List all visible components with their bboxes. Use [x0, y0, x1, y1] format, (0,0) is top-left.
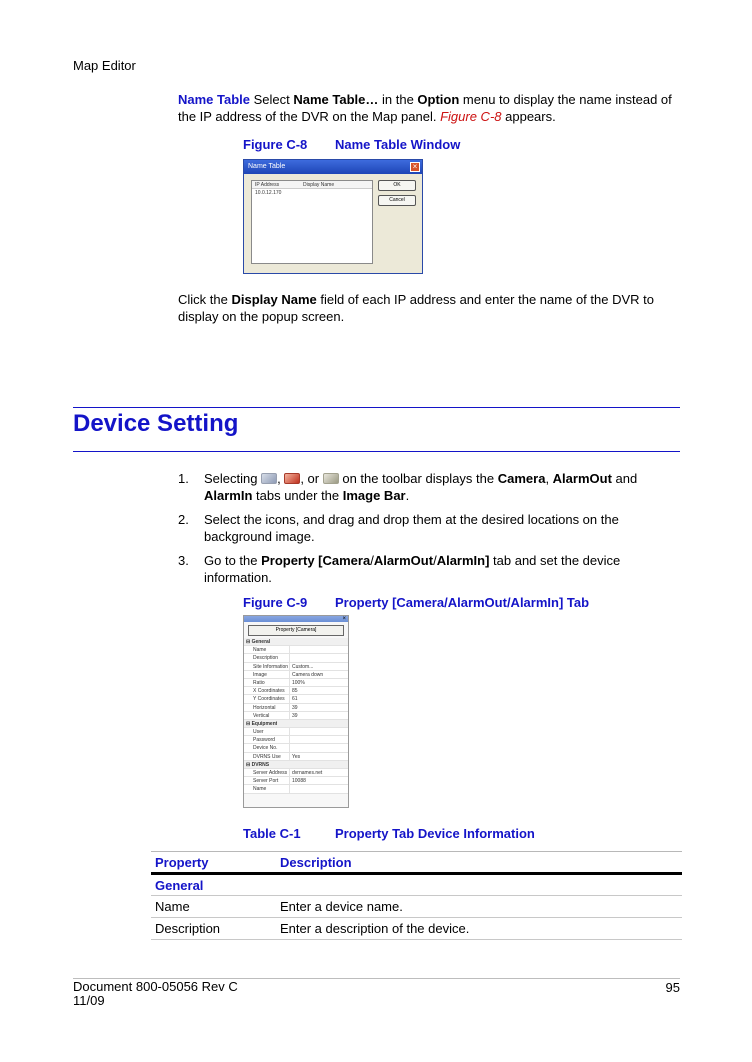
property-row[interactable] — [244, 777, 348, 785]
property-value[interactable]: 85 — [292, 688, 298, 695]
property-value[interactable]: 100% — [292, 679, 305, 686]
list-item[interactable] — [252, 189, 372, 197]
name-table-list — [251, 180, 373, 264]
step-number: 3. — [178, 553, 189, 568]
table-row — [151, 896, 682, 918]
text: in the — [378, 92, 418, 107]
property-key: Y Coordinates — [244, 695, 290, 702]
text-bold: AlarmIn — [204, 488, 253, 503]
property-row[interactable] — [244, 744, 348, 752]
property-key: X Coordinates — [244, 687, 290, 694]
document-date: 11/09 — [73, 993, 105, 1008]
text: field of each IP address and enter the name of the DVR to display on the popup screen. — [178, 292, 654, 324]
step-text — [204, 470, 683, 504]
text-bold: Camera — [497, 471, 546, 486]
property-value[interactable] — [290, 785, 348, 792]
figure-reference-link[interactable]: Figure C-8 — [440, 109, 502, 124]
text-bold: AlarmOut — [373, 553, 434, 568]
property-table — [151, 851, 682, 940]
step-number: 2. — [178, 512, 189, 527]
property-key: ⊟ DVRNS — [246, 761, 270, 768]
list-item — [178, 511, 683, 545]
property-key: ⊟ Equipment — [246, 720, 278, 727]
property-row[interactable] — [244, 663, 348, 671]
table-row — [151, 874, 682, 896]
property-value[interactable] — [290, 646, 348, 653]
display-name-paragraph — [178, 291, 683, 325]
property-row[interactable] — [244, 728, 348, 736]
text: appears. — [501, 109, 556, 124]
property-row[interactable] — [244, 769, 348, 777]
property-category[interactable] — [244, 761, 348, 769]
property-value[interactable]: Yes — [292, 753, 301, 760]
property-key: Device No. — [244, 744, 290, 751]
property-row[interactable] — [244, 646, 348, 654]
text-bold: Image Bar — [342, 488, 406, 503]
figure-c8-caption — [243, 137, 460, 152]
ip-address-cell: 10.0.12.170 — [255, 190, 282, 196]
text: Select — [250, 92, 294, 107]
figure-number: Figure C-9 — [243, 595, 308, 610]
alarm-in-icon — [323, 473, 339, 484]
header-description: Description — [276, 852, 682, 874]
text: / — [433, 553, 437, 568]
text: Selecting — [204, 471, 262, 486]
table-cell: Enter a device name. — [276, 896, 682, 918]
property-value[interactable]: 10088 — [292, 778, 306, 785]
table-title: Property Tab Device Information — [335, 826, 535, 841]
property-row[interactable] — [244, 712, 348, 720]
table-header-row — [151, 852, 682, 874]
steps-list — [178, 470, 683, 593]
text-bold: Display Name — [231, 292, 317, 307]
section-rule-bottom — [73, 451, 680, 452]
text: and — [611, 471, 638, 486]
property-key: User — [244, 728, 290, 735]
table-cell: Description — [151, 918, 276, 940]
category-general: General — [151, 874, 682, 896]
property-row[interactable] — [244, 785, 348, 793]
panel-titlebar — [244, 616, 348, 622]
property-camera-button[interactable]: Property [Camera] — [248, 625, 344, 636]
property-value[interactable] — [290, 728, 348, 735]
alarm-out-icon — [284, 473, 300, 484]
text: , — [545, 471, 553, 486]
figure-title: Property [Camera/AlarmOut/AlarmIn] Tab — [335, 595, 590, 610]
property-value[interactable]: Camera down — [292, 671, 324, 678]
name-table-paragraph — [178, 91, 688, 125]
property-key: Password — [244, 736, 290, 743]
figure-title: Name Table Window — [335, 137, 461, 152]
step-text: Select the icons, and drag and drop them at the desired locations on the background image. — [204, 512, 619, 544]
text-bold: Option — [417, 92, 460, 107]
figure-c9-caption — [243, 595, 589, 610]
property-key: DVRNS Use — [244, 753, 290, 760]
text: , — [277, 471, 285, 486]
camera-icon — [261, 473, 277, 484]
property-category[interactable] — [244, 638, 348, 646]
property-key: Ratio — [244, 679, 290, 686]
column-display-name[interactable]: Display Name — [303, 182, 335, 188]
property-value[interactable]: Custom... — [292, 663, 314, 670]
property-row[interactable] — [244, 753, 348, 761]
property-key: Server Port — [244, 777, 290, 784]
table-number: Table C-1 — [243, 826, 301, 841]
header-property: Property — [151, 852, 276, 874]
text-bold: Property [Camera — [261, 553, 371, 568]
property-value[interactable]: 39 — [292, 704, 298, 711]
page-number: 95 — [665, 980, 680, 995]
property-key: ⊟ General — [246, 639, 271, 645]
property-row[interactable] — [244, 687, 348, 695]
property-value[interactable] — [290, 744, 348, 751]
property-row[interactable] — [244, 695, 348, 703]
property-value[interactable]: 61 — [292, 696, 298, 703]
text-bold: AlarmIn] — [436, 553, 490, 568]
text: Click the — [178, 292, 232, 307]
cancel-button[interactable]: Cancel — [378, 195, 416, 206]
property-value[interactable] — [290, 736, 348, 743]
property-grid — [244, 638, 348, 794]
text: tabs under the — [252, 488, 343, 503]
text: on the toolbar displays the — [338, 471, 498, 486]
text: / — [370, 553, 374, 568]
list-item — [178, 552, 683, 586]
text-bold: AlarmOut — [552, 471, 612, 486]
window-title: Name Table — [248, 163, 286, 170]
property-key: Name — [244, 785, 290, 792]
display-name-cell[interactable] — [300, 189, 370, 197]
text: Go to the — [204, 553, 262, 568]
property-category[interactable] — [244, 720, 348, 728]
property-key: Horizontal — [244, 704, 290, 711]
property-row[interactable] — [244, 654, 348, 662]
table-cell: Enter a description of the device. — [276, 918, 682, 940]
property-key: Server Address — [244, 769, 290, 776]
property-value[interactable] — [290, 654, 348, 661]
name-table-window — [243, 159, 423, 274]
property-key: Description — [244, 654, 290, 661]
property-row[interactable] — [244, 671, 348, 679]
property-row[interactable] — [244, 704, 348, 712]
property-key: Image — [244, 671, 290, 678]
document-number: Document 800-05056 Rev C — [73, 979, 238, 994]
running-header: Map Editor — [73, 58, 136, 73]
property-value[interactable]: dvrnames.net — [292, 770, 323, 776]
property-row[interactable] — [244, 679, 348, 687]
property-key: Site Information — [244, 663, 290, 670]
step-text — [204, 552, 683, 586]
list-header — [252, 181, 372, 189]
table-cell: Name — [151, 896, 276, 918]
property-key: Name — [244, 646, 290, 653]
figure-number: Figure C-8 — [243, 137, 308, 152]
list-item — [178, 470, 683, 504]
table-c1-caption — [243, 826, 535, 841]
close-icon[interactable]: × — [410, 162, 420, 172]
name-table-term: Name Table — [178, 92, 251, 107]
column-ip-address[interactable]: IP Address — [255, 182, 280, 188]
close-icon[interactable]: × — [342, 616, 346, 622]
step-number: 1. — [178, 471, 189, 486]
text: , or — [300, 471, 323, 486]
text: menu to display the name instead of the IP address of the DVR on the Map panel. — [178, 92, 672, 124]
property-panel — [243, 615, 349, 808]
property-key: Vertical — [244, 712, 290, 719]
section-title: Device Setting — [73, 410, 239, 437]
text: . — [405, 488, 410, 503]
table-row — [151, 918, 682, 940]
window-titlebar — [244, 160, 422, 174]
property-value[interactable]: 39 — [292, 712, 298, 719]
section-rule-top — [73, 407, 680, 408]
footer-doc-info — [73, 980, 238, 1008]
ok-button[interactable]: OK — [378, 180, 416, 191]
text: tab and set the device information. — [204, 553, 621, 585]
text-bold: Name Table… — [293, 92, 379, 107]
property-row[interactable] — [244, 736, 348, 744]
